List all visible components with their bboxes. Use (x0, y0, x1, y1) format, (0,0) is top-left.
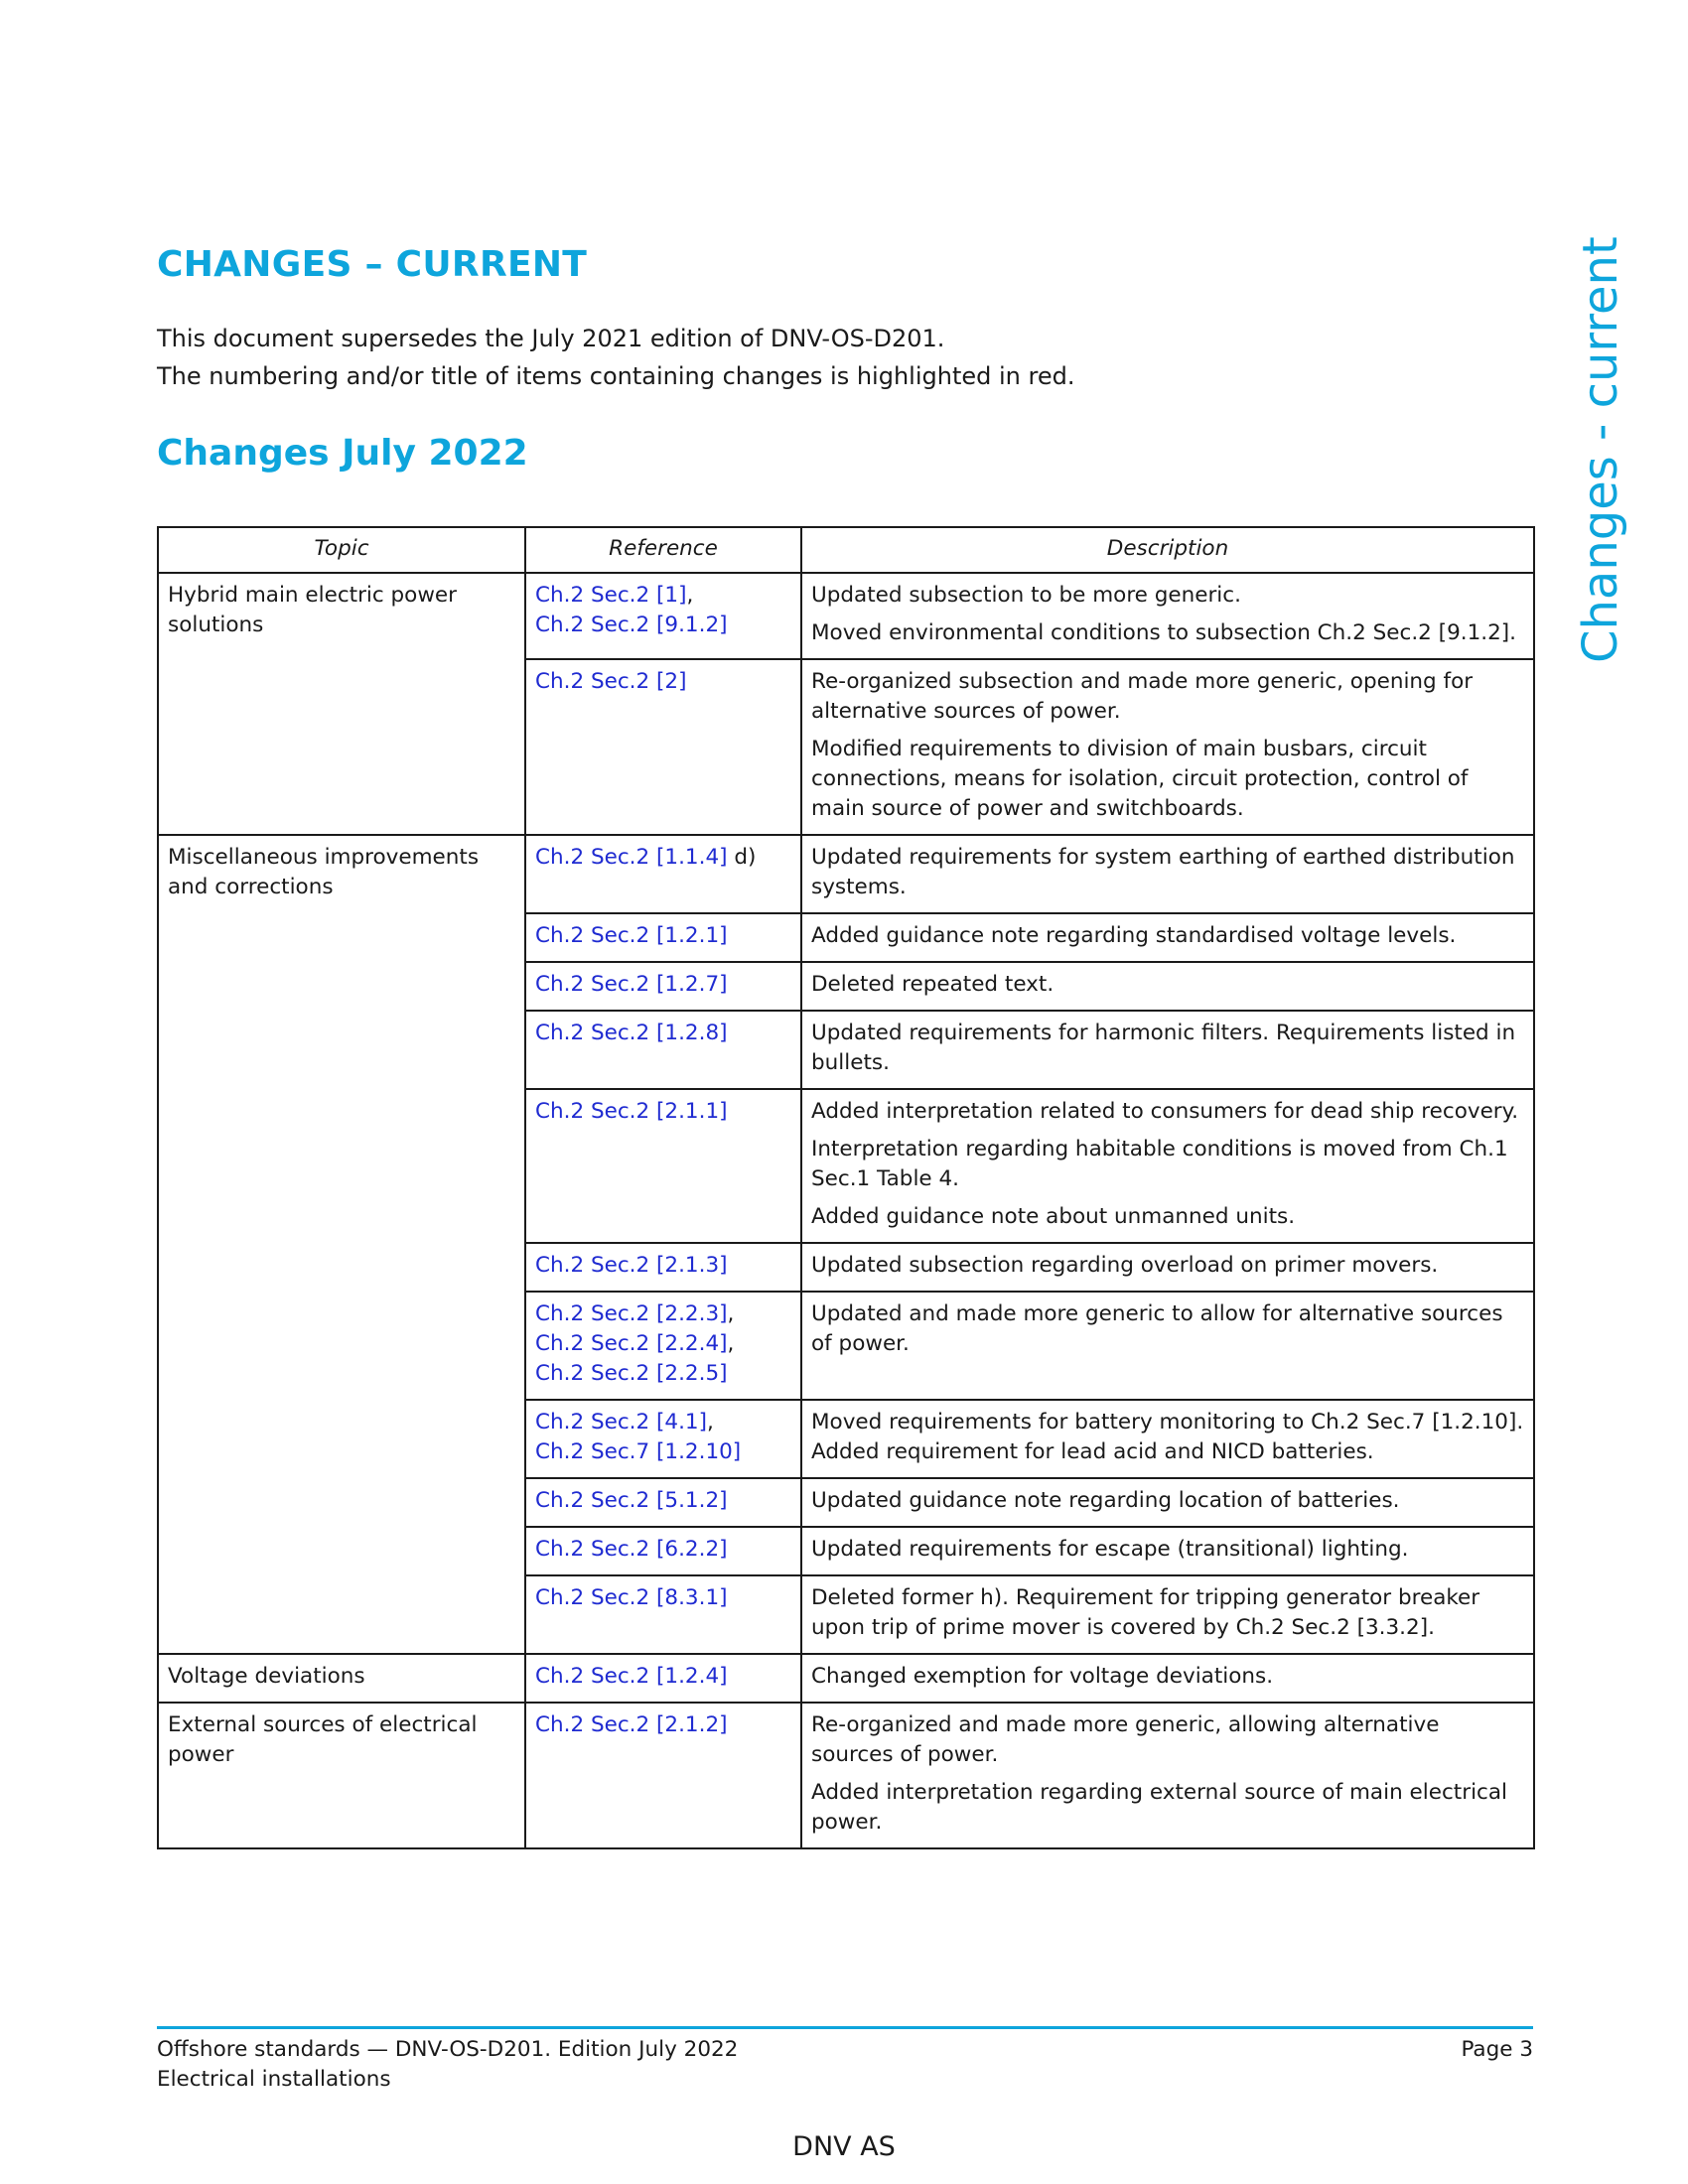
reference-cell (525, 1527, 801, 1575)
description-paragraph: Updated requirements for system earthing of earthed distribution systems. (811, 845, 1515, 899)
changes-table (157, 526, 1535, 1849)
reference-cell (525, 962, 801, 1011)
reference-line (535, 1299, 791, 1329)
page-number: Page 3 (1461, 2037, 1533, 2062)
side-label: Changes - current (1573, 236, 1628, 663)
footer-document-info (157, 2035, 738, 2095)
topic-cell: External sources of electrical power (158, 1703, 525, 1848)
footer-document-title: Offshore standards — DNV-OS-D201. Edition July 2022 (157, 2037, 739, 2062)
footer-rule (157, 2026, 1533, 2029)
reference-line (535, 1019, 791, 1048)
table-row (158, 1654, 1534, 1703)
reference-cell (525, 1011, 801, 1089)
description-paragraph: Moved environmental conditions to subsection Ch.2 Sec.2 [9.1.2]. (811, 620, 1516, 645)
reference-line (535, 1710, 791, 1740)
reference-link[interactable]: Ch.2 Sec.2 [2.1.3] (535, 1253, 728, 1278)
description-cell (801, 659, 1534, 835)
description-paragraph: Moved requirements for battery monitoring to Ch.2 Sec.7 [1.2.10]. Added requirement for lead acid and NICD batteries. (811, 1410, 1524, 1464)
intro-text (157, 320, 1074, 395)
reference-suffix: , (727, 1301, 735, 1326)
description-paragraph: Interpretation regarding habitable conditions is moved from Ch.1 Sec.1 Table 4. (811, 1137, 1508, 1191)
description-cell (801, 913, 1534, 962)
description-paragraph: Added guidance note about unmanned units. (811, 1204, 1296, 1229)
page-title: CHANGES – CURRENT (157, 244, 588, 285)
reference-cell (525, 913, 801, 962)
publisher-name: DNV AS (792, 2131, 896, 2162)
reference-link[interactable]: Ch.2 Sec.2 [2] (535, 669, 687, 694)
reference-link[interactable]: Ch.2 Sec.2 [1] (535, 583, 687, 608)
reference-line (535, 1329, 791, 1359)
reference-suffix: , (727, 1331, 735, 1356)
reference-line (535, 1583, 791, 1613)
description-paragraph: Updated requirements for escape (transitional) lighting. (811, 1537, 1409, 1562)
reference-line (535, 843, 791, 873)
reference-line (535, 1408, 791, 1437)
footer-document-subtitle: Electrical installations (157, 2067, 391, 2092)
reference-link[interactable]: Ch.2 Sec.2 [4.1] (535, 1410, 707, 1434)
intro-line: This document supersedes the July 2021 edition of DNV-OS-D201. (157, 325, 945, 352)
reference-cell (525, 1575, 801, 1654)
description-cell (801, 1400, 1534, 1478)
reference-link[interactable]: Ch.2 Sec.2 [2.2.5] (535, 1361, 728, 1386)
reference-link[interactable]: Ch.2 Sec.2 [2.2.4] (535, 1331, 728, 1356)
reference-line (535, 611, 791, 640)
reference-cell (525, 1243, 801, 1292)
column-header-description: Description (801, 527, 1534, 573)
description-cell (801, 1292, 1534, 1400)
reference-link[interactable]: Ch.2 Sec.2 [1.2.7] (535, 972, 728, 997)
description-paragraph: Changed exemption for voltage deviations. (811, 1664, 1274, 1689)
description-cell (801, 1703, 1534, 1848)
description-paragraph: Deleted former h). Requirement for tripping generator breaker upon trip of prime mover is covered by Ch.2 Sec.2 [3.3.2]. (811, 1585, 1480, 1640)
reference-cell (525, 1703, 801, 1848)
reference-cell (525, 1478, 801, 1527)
table-header-row (158, 527, 1534, 573)
reference-link[interactable]: Ch.2 Sec.2 [5.1.2] (535, 1488, 728, 1513)
description-cell (801, 1011, 1534, 1089)
description-paragraph: Modified requirements to division of main busbars, circuit connections, means for isolation, circuit protection, control of main source of power and switchboards. (811, 737, 1469, 821)
reference-suffix: d) (727, 845, 757, 870)
reference-link[interactable]: Ch.2 Sec.2 [2.1.2] (535, 1712, 728, 1737)
reference-link[interactable]: Ch.2 Sec.2 [2.1.1] (535, 1099, 728, 1124)
reference-link[interactable]: Ch.2 Sec.2 [2.2.3] (535, 1301, 728, 1326)
reference-cell (525, 835, 801, 913)
description-paragraph: Added guidance note regarding standardised voltage levels. (811, 923, 1457, 948)
reference-line (535, 1535, 791, 1565)
topic-cell: Hybrid main electric power solutions (158, 573, 525, 835)
reference-link[interactable]: Ch.2 Sec.2 [1.2.4] (535, 1664, 728, 1689)
description-cell (801, 1478, 1534, 1527)
reference-cell (525, 1654, 801, 1703)
reference-suffix: , (686, 583, 694, 608)
reference-link[interactable]: Ch.2 Sec.2 [9.1.2] (535, 613, 728, 637)
topic-cell: Voltage deviations (158, 1654, 525, 1703)
table-row (158, 1703, 1534, 1848)
topic-cell: Miscellaneous improvements and corrections (158, 835, 525, 1654)
reference-link[interactable]: Ch.2 Sec.2 [1.1.4] (535, 845, 728, 870)
reference-link[interactable]: Ch.2 Sec.7 [1.2.10] (535, 1439, 742, 1464)
description-paragraph: Updated subsection regarding overload on primer movers. (811, 1253, 1439, 1278)
reference-cell (525, 659, 801, 835)
description-cell (801, 1575, 1534, 1654)
description-paragraph: Updated guidance note regarding location of batteries. (811, 1488, 1400, 1513)
column-header-topic: Topic (158, 527, 525, 573)
reference-line (535, 581, 791, 611)
description-paragraph: Updated requirements for harmonic filters. Requirements listed in bullets. (811, 1021, 1516, 1075)
reference-cell (525, 1400, 801, 1478)
reference-link[interactable]: Ch.2 Sec.2 [6.2.2] (535, 1537, 728, 1562)
description-paragraph: Added interpretation related to consumers for dead ship recovery. (811, 1099, 1519, 1124)
description-paragraph: Re-organized and made more generic, allowing alternative sources of power. (811, 1712, 1440, 1767)
reference-line (535, 1251, 791, 1281)
description-cell (801, 962, 1534, 1011)
reference-link[interactable]: Ch.2 Sec.2 [1.2.8] (535, 1021, 728, 1045)
description-paragraph: Re-organized subsection and made more generic, opening for alternative sources of power. (811, 669, 1474, 724)
table-row (158, 573, 1534, 659)
description-cell (801, 1654, 1534, 1703)
table-row (158, 835, 1534, 913)
description-cell (801, 1527, 1534, 1575)
reference-line (535, 970, 791, 1000)
intro-line: The numbering and/or title of items containing changes is highlighted in red. (157, 362, 1075, 390)
table-body (158, 573, 1534, 1848)
reference-cell (525, 1292, 801, 1400)
description-cell (801, 573, 1534, 659)
description-paragraph: Added interpretation regarding external source of main electrical power. (811, 1780, 1508, 1835)
description-cell (801, 1089, 1534, 1243)
reference-line (535, 1359, 791, 1389)
reference-line (535, 1437, 791, 1467)
reference-cell (525, 1089, 801, 1243)
reference-line (535, 1662, 791, 1692)
section-title: Changes July 2022 (157, 433, 528, 474)
reference-line (535, 921, 791, 951)
reference-cell (525, 573, 801, 659)
column-header-reference: Reference (525, 527, 801, 573)
description-paragraph: Updated subsection to be more generic. (811, 583, 1241, 608)
description-cell (801, 1243, 1534, 1292)
reference-suffix: , (707, 1410, 714, 1434)
reference-link[interactable]: Ch.2 Sec.2 [1.2.1] (535, 923, 728, 948)
reference-line (535, 1097, 791, 1127)
description-cell (801, 835, 1534, 913)
description-paragraph: Updated and made more generic to allow for alternative sources of power. (811, 1301, 1503, 1356)
reference-line (535, 667, 791, 697)
reference-link[interactable]: Ch.2 Sec.2 [8.3.1] (535, 1585, 728, 1610)
description-paragraph: Deleted repeated text. (811, 972, 1055, 997)
reference-line (535, 1486, 791, 1516)
